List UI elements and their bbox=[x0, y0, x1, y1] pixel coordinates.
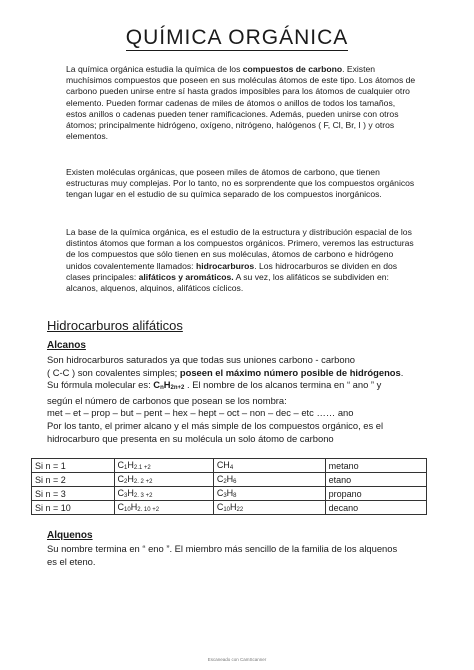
alcanos-line-7: hidrocarburo que presenta en su molécula un solo átomo de carbono bbox=[47, 432, 334, 444]
table-cell-molecular-formula: $C_3H_8$ bbox=[213, 487, 325, 501]
page-title: QUÍMICA ORGÁNICA bbox=[125, 26, 349, 49]
alcanos-line-1: Son hidrocarburos saturados ya que todas sus uniones carbono - carbono bbox=[47, 354, 356, 365]
alcanos-line-2: ( C-C ) son covalentes simples; poseen el máximo número posible de hidrógenos. bbox=[47, 366, 404, 378]
alquenos-heading: Alquenos bbox=[47, 530, 93, 541]
table-row bbox=[32, 501, 427, 515]
table-cell-name: metano bbox=[325, 459, 426, 473]
alquenos-line-2: es el eteno. bbox=[47, 555, 96, 567]
alcanos-line-5: met – et – prop – but – pent – hex – hept – oct – non – dec – etc …… ano bbox=[47, 407, 354, 419]
intro-paragraph-3: La base de la química orgánica, es el estudio de la estructura y distribución espacial de los distintos átomos que forman a los compuestos orgánicos. Primero, veremos las estructuras de los compuestos que sólo tienen en sus moléculas, átomos de carbono e hidrógeno unidos covalentemente llamados: hidrocarburos. Los hidrocarburos se dividen en dos clases principales: alifáticos y aromáticos. A su vez, los alifáticos se subdividen en: alcanos, alquenos, alquinos, alifáticos cíclicos. bbox=[66, 227, 414, 294]
intro-paragraph-1: La química orgánica estudia la química de los compuestos de carbono. Existen muchísimos compuestos que poseen en sus moléculas átomos de este tipo. Los átomos de carbono pueden unirse entre sí hasta grados imposibles para los átomos de cualquier otro elemento. Pueden formar cadenas de miles de átomos o anillos de todos los tamaños, estos anillos o cadenas pueden tener ramificaciones. Además, pueden unirse con otros átomos; principalmente hidrógeno, oxígeno, nitrógeno, halógenos ( F, Cl, Br, I ) y otros elementos. bbox=[66, 64, 416, 142]
table-cell-condition: Si n = 10 bbox=[32, 501, 115, 515]
table-cell-name: etano bbox=[325, 473, 426, 487]
table-row bbox=[32, 459, 427, 473]
table-cell-name: decano bbox=[325, 501, 426, 515]
table-cell-condition: Si n = 3 bbox=[32, 487, 115, 501]
table-cell-name: propano bbox=[325, 487, 426, 501]
alcanos-line-4: según el número de carbonos que posean se los nombra: bbox=[47, 394, 287, 406]
table-cell-molecular-formula: $C_{10}H_{22}$ bbox=[213, 501, 325, 515]
molecular-formula: $C_nH_{2n+2}$ bbox=[153, 379, 185, 392]
section-title-hidrocarburos: Hidrocarburos alifáticos bbox=[47, 318, 183, 333]
table-cell-molecular-formula: $CH_4$ bbox=[213, 459, 325, 473]
table-cell-general-formula: $C_1H_{2.1 +2}$ bbox=[114, 459, 213, 473]
alquenos-line-1: Su nombre termina en “ eno ”. El miembro más sencillo de la familia de los alquenos bbox=[47, 543, 398, 554]
intro-paragraph-2: Existen moléculas orgánicas, que poseen miles de átomos de carbono, que tienen estructuras muy complejas. Por lo tanto, no es sorprendente que los compuestos orgánicos tengan lugar en el estudio de su química separado de los compuestos inorgánicos. bbox=[66, 167, 415, 200]
table-cell-general-formula: $C_3H_{2. 3 +2}$ bbox=[114, 487, 213, 501]
alquenos-body bbox=[47, 543, 427, 568]
table-cell-condition: Si n = 1 bbox=[32, 459, 115, 473]
table-row bbox=[32, 487, 427, 501]
table-cell-molecular-formula: $C_2H_6$ bbox=[213, 473, 325, 487]
table-row bbox=[32, 473, 427, 487]
alcanos-line-3: Su fórmula molecular es: $C_nH_{2n+2}$ . El nombre de los alcanos termina en “ ano ” y bbox=[47, 379, 382, 392]
alcanos-heading: Alcanos bbox=[47, 340, 86, 351]
table-cell-general-formula: $C_2H_{2. 2 +2}$ bbox=[114, 473, 213, 487]
alcanos-line-6: Por los tanto, el primer alcano y el más simple de los compuestos orgánico, es el bbox=[47, 419, 384, 431]
scanner-watermark: Escaneado con CamScanner bbox=[207, 657, 267, 662]
alkanes-table bbox=[31, 458, 427, 515]
alcanos-body bbox=[47, 354, 427, 445]
table-cell-condition: Si n = 2 bbox=[32, 473, 115, 487]
table-cell-general-formula: $C_{10}H_{2. 10 +2}$ bbox=[114, 501, 213, 515]
